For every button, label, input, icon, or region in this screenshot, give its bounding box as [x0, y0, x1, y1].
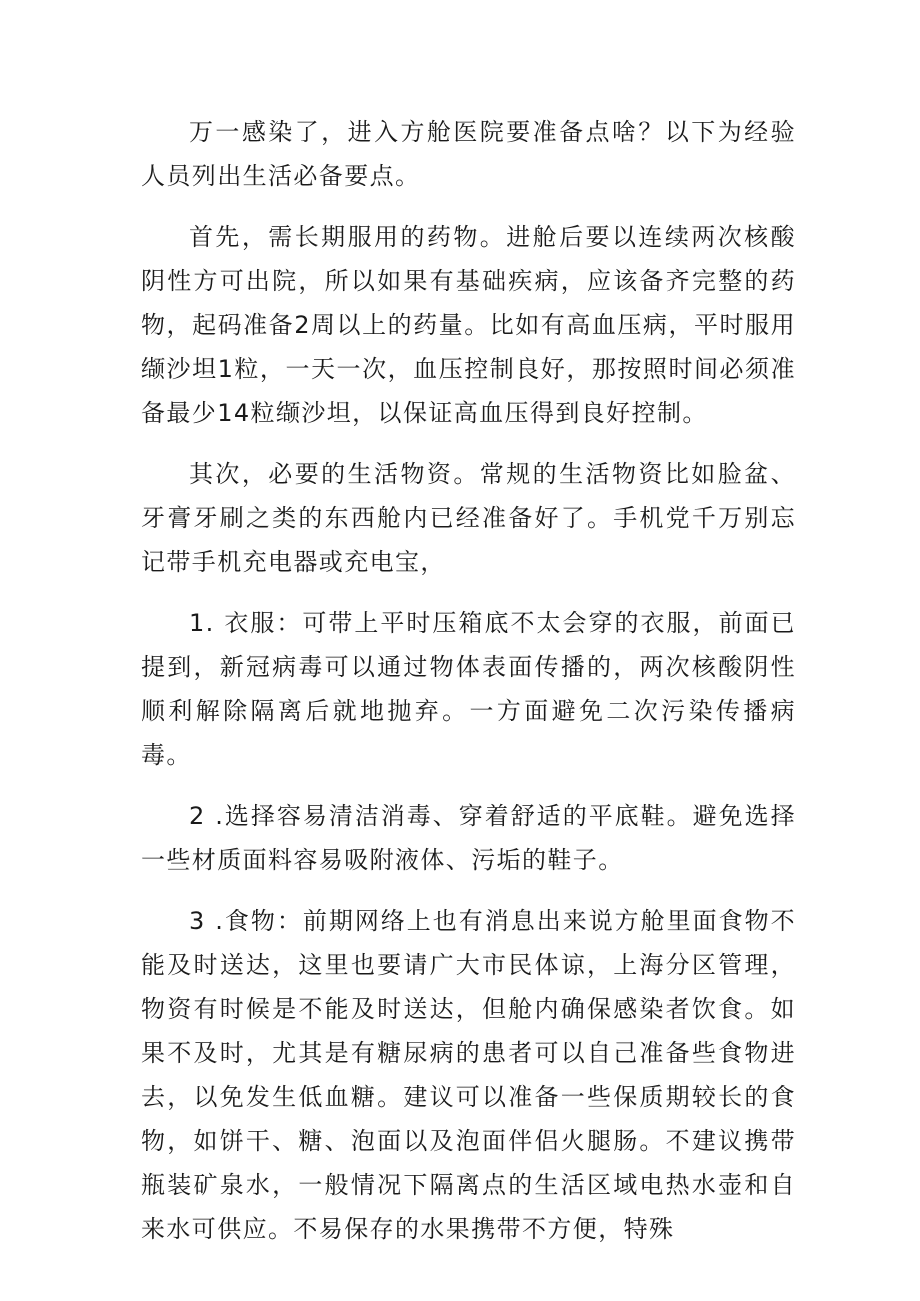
- paragraph-shoes: 2 .选择容易清洁消毒、穿着舒适的平底鞋。避免选择一些材质面料容易吸附液体、污垢的鞋子。: [141, 802, 796, 874]
- paragraph-clothing: 1. 衣服：可带上平时压箱底不太会穿的衣服，前面已提到，新冠病毒可以通过物体表面传播的，两次核酸阴性顺利解除隔离后就地抛弃。一方面避免二次污染传播病毒。: [141, 609, 796, 769]
- paragraph-supplies: 其次，必要的生活物资。常规的生活物资比如脸盆、牙膏牙刷之类的东西舱内已经准备好了。手机党千万别忘记带手机充电器或充电宝，: [141, 460, 796, 576]
- paragraph-food: 3 .食物：前期网络上也有消息出来说方舱里面食物不能及时送达，这里也要请广大市民体谅，上海分区管理，物资有时候是不能及时送达，但舱内确保感染者饮食。如果不及时，尤其是有糖尿病的患者可以自己准备些食物进去，以免发生低血糖。建议可以准备一些保质期较长的食物，如饼干、糖、泡面以及泡面伴侣火腿肠。不建议携带瓶装矿泉水，一般情况下隔离点的生活区域电热水壶和自来水可供应。不易保存的水果携带不方便，特殊: [141, 907, 796, 1243]
- document-body: [141, 110, 796, 1251]
- paragraph-medication: 首先，需长期服用的药物。进舱后要以连续两次核酸阴性方可出院，所以如果有基础疾病，应该备齐完整的药物，起码准备2周以上的药量。比如有高血压病，平时服用缬沙坦1粒，一天一次，血压控制良好，那按照时间必须准备最少14粒缬沙坦，以保证高血压得到良好控制。: [141, 223, 796, 427]
- paragraph-intro: 万一感染了，进入方舱医院要准备点啥？以下为经验人员列出生活必备要点。: [141, 118, 796, 190]
